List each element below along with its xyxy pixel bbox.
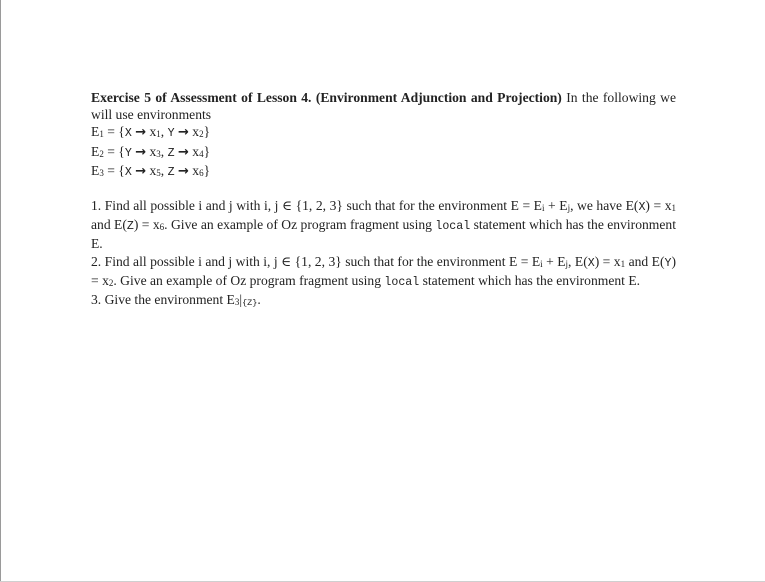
document-body	[91, 89, 676, 308]
local-keyword: local	[384, 275, 420, 289]
page-left-border	[0, 0, 1, 582]
maps-to-arrow-icon: →	[177, 163, 189, 179]
exercise-title: Exercise 5 of Assessment of Lesson 4. (Environment Adjunction and Projection)	[91, 90, 562, 105]
maps-to-arrow-icon: →	[177, 125, 189, 141]
maps-to-arrow-icon: →	[135, 144, 147, 160]
env-def-e3: E3 = {X → x5, Z → x6}	[91, 162, 211, 179]
exercise-intro	[91, 89, 676, 123]
env-def-e1: E1 = {X → x1, Y → x2}	[91, 124, 211, 141]
maps-to-arrow-icon: →	[135, 163, 147, 179]
env-def-e2: E2 = {Y → x3, Z → x4}	[91, 143, 211, 160]
maps-to-arrow-icon: →	[177, 144, 189, 160]
question-2: 2. Find all possible i and j with i, j ∈ {1, 2, 3} such that for the environment E = Ei + Ej, E(X) = x1 and E(Y) = x2. Give an example of Oz program fragment using local statement which has the environment E.	[91, 253, 676, 289]
question-1: 1. Find all possible i and j with i, j ∈ {1, 2, 3} such that for the environment E = Ei + Ej, we have E(X) = x1 and E(Z) = x6. Give an example of Oz program fragment using local statement which has the environment E.	[91, 198, 676, 252]
paragraph-gap	[91, 181, 676, 197]
intro-text: In the following we will use environments	[91, 90, 676, 123]
local-keyword: local	[435, 220, 471, 234]
maps-to-arrow-icon: →	[135, 125, 147, 141]
question-3: 3. Give the environment E3|{Z}.	[91, 292, 261, 309]
